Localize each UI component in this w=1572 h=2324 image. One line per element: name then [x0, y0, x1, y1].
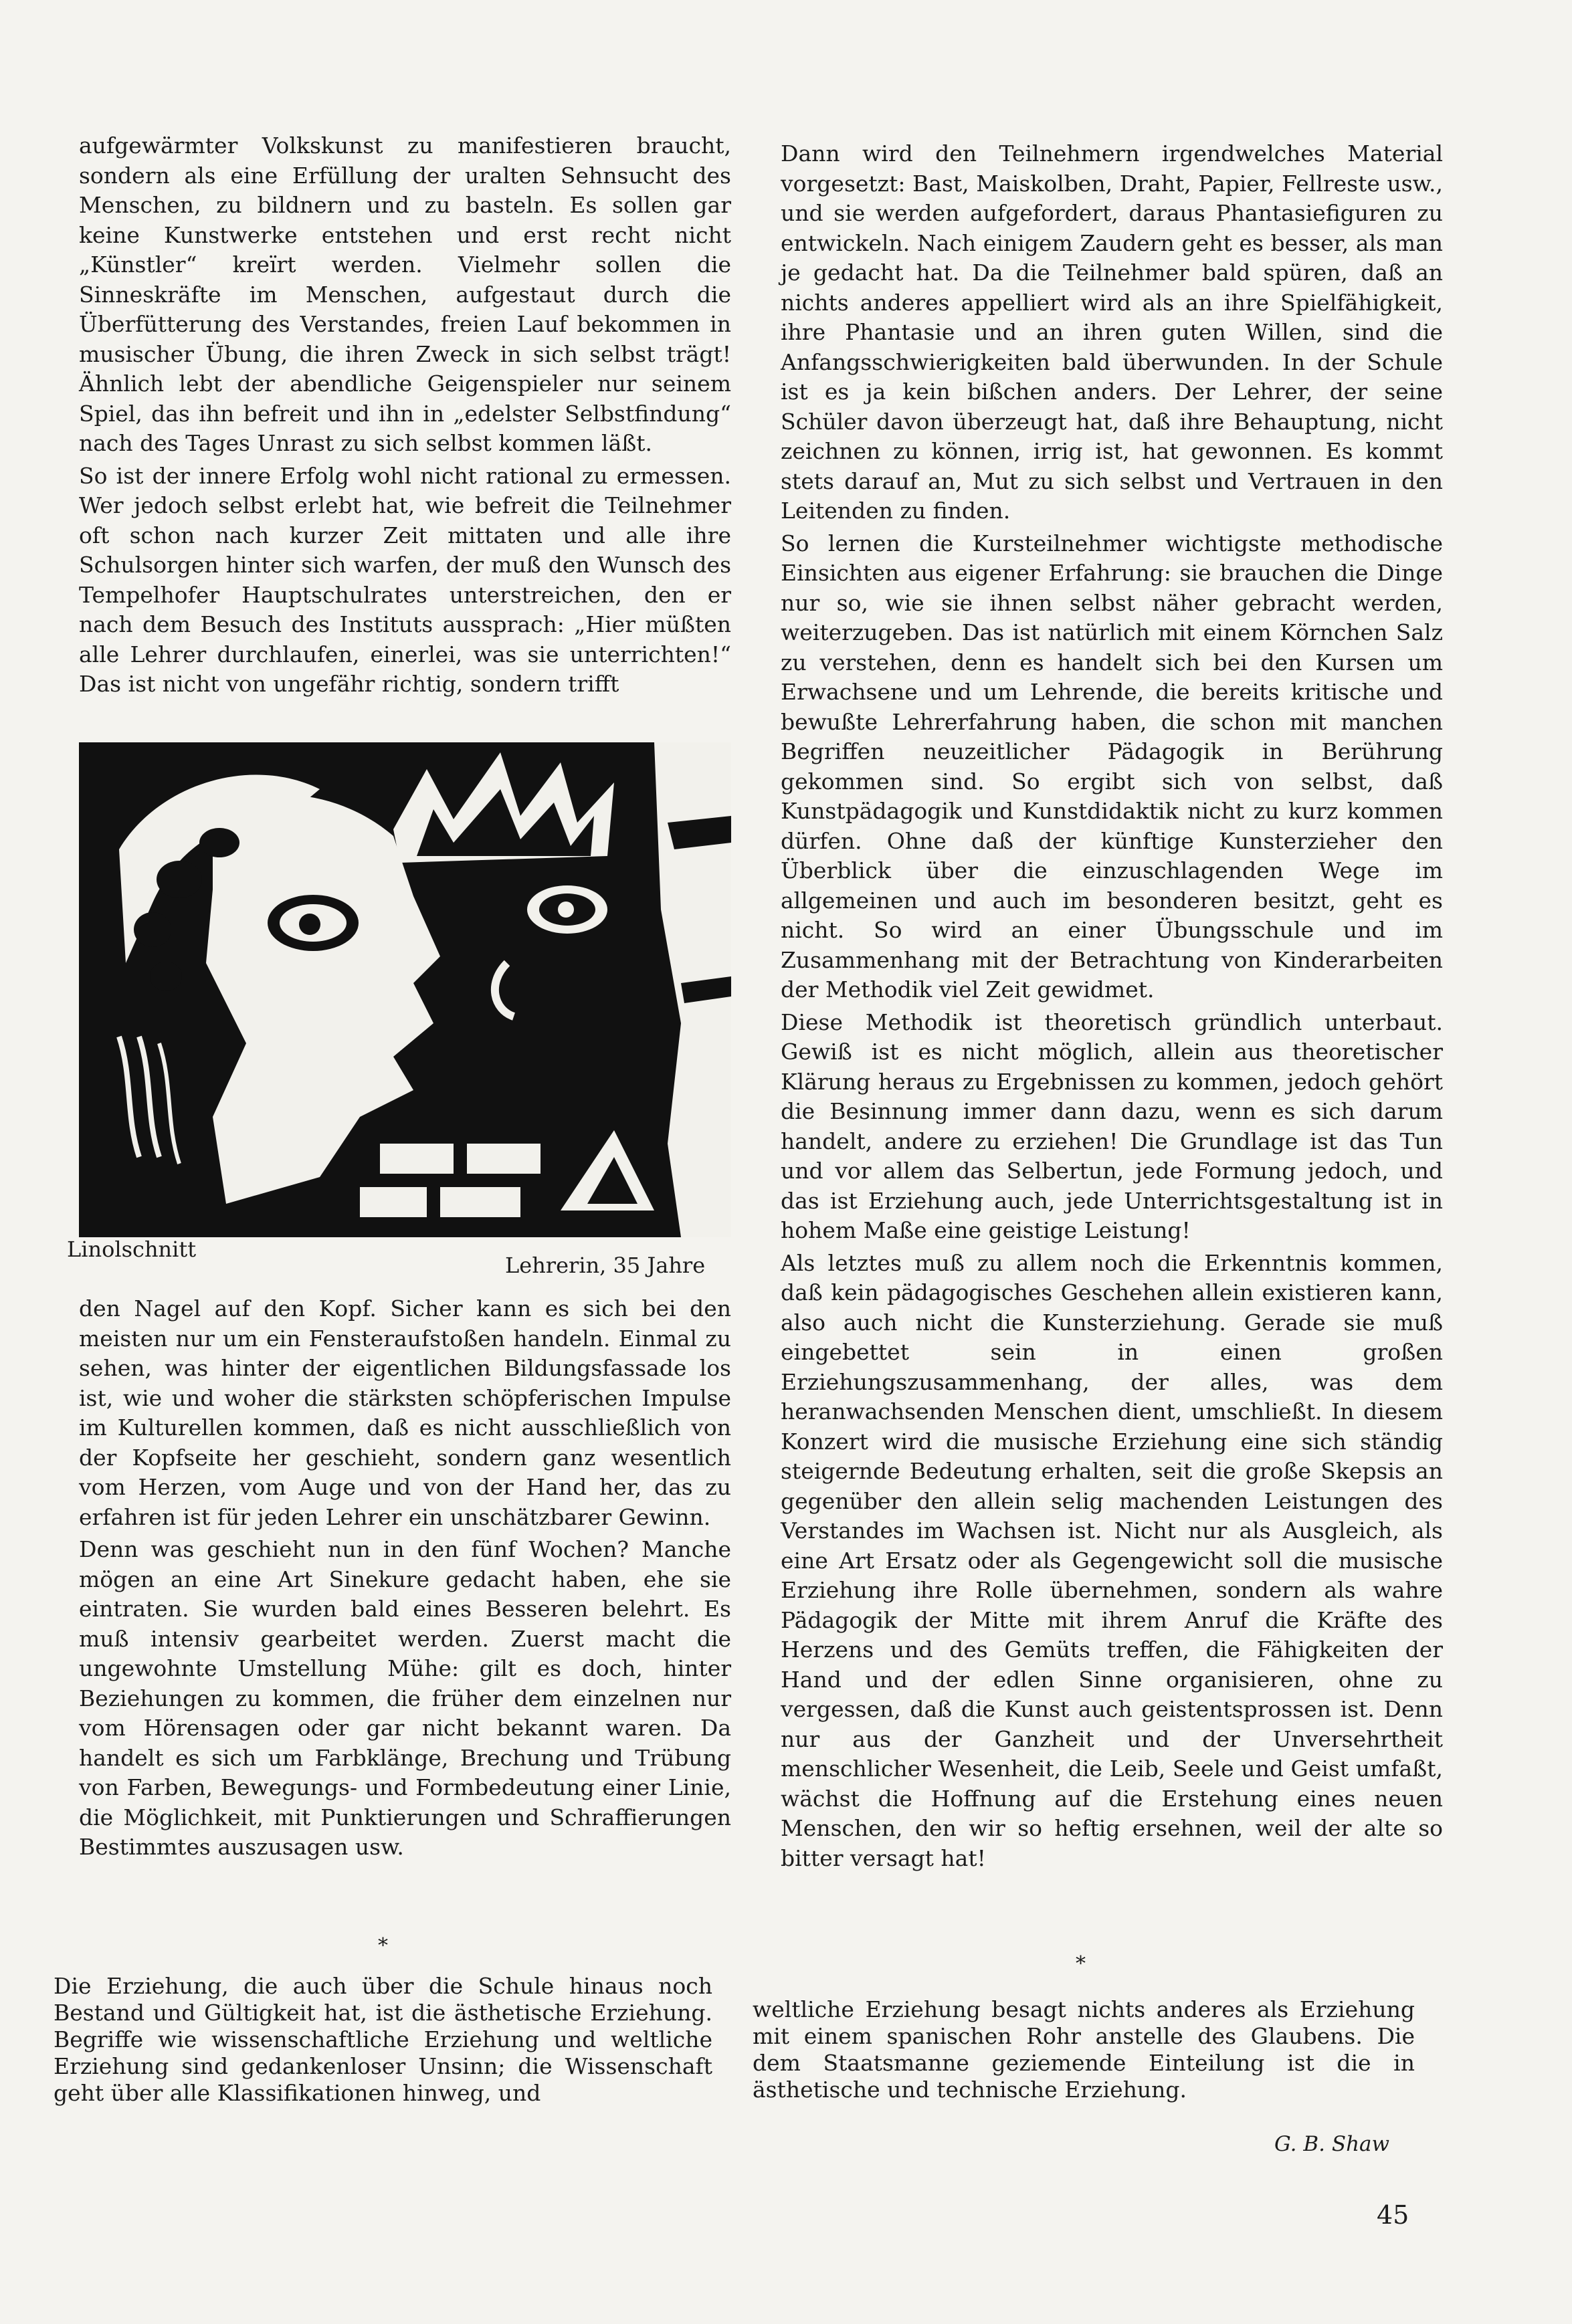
figure-caption-left: Linolschnitt: [67, 1237, 197, 1262]
paragraph: den Nagel auf den Kopf. Sicher kann es sich bei den meisten nur um ein Fensteraufstoßen handeln. Einmal zu sehen, was hinter der eigentlichen Bildungsfassade los ist, wie und woher die stärksten schöpferischen Impulse im Kulturellen kommen, daß es nicht ausschließlich von der Kopfseite her geschieht, sondern ganz wesentlich vom Herzen, vom Auge und von der Hand her, das zu erfahren ist für jeden Lehrer ein unschätzbarer Gewinn.: [79, 1295, 731, 1530]
paragraph: Diese Methodik ist theoretisch gründlich unterbaut. Gewiß ist es nicht möglich, allein aus theoretischer Klärung heraus zu Ergebnissen zu kommen, jedoch gehört die Besinnung immer dann dazu, wenn es sich darum handelt, andere zu erziehen! Die Grundlage ist das Tun und vor allem das Selbertun, jede Formung jedoch, und das ist Erziehung auch, jede Unterrichtsgestaltung ist in hohem Maße eine geistige Leistung!: [781, 1009, 1443, 1243]
quote-attribution: G. B. Shaw: [1274, 2132, 1390, 2156]
page-number: 45: [1377, 2200, 1409, 2230]
paragraph: aufgewärmter Volkskunst zu manifestieren braucht, sondern als eine Erfüllung der uralten Sehnsucht des Menschen, zu bildnern und zu basteln. Es sollen gar keine Kunstwerke entstehen und erst recht nicht „Künstler“ kreïrt werden. Vielmehr sollen die Sinneskräfte im Menschen, aufgestaut durch die Überfütterung des Verstandes, freien Lauf bekommen in musischer Übung, die ihren Zweck in sich selbst trägt! Ähnlich lebt der abendliche Geigenspieler nur seinem Spiel, das ihn befreit und ihn in „edelster Selbstfindung“ nach des Tages Unrast zu sich selbst kommen läßt.: [79, 132, 731, 456]
paragraph: Als letztes muß zu allem noch die Erkenntnis kommen, daß kein pädagogisches Geschehen allein existieren kann, also auch nicht die Kunsterziehung. Gerade sie muß eingebettet sein in einen großen Erziehungszusammenhang, der alles, was dem heranwachsenden Menschen dient, umschließt. In diesem Konzert wird die musische Erziehung eine sich ständig steigernde Bedeutung erhalten, seit die große Skepsis an gegenüber den allein selig machenden Leistungen des Verstandes im Wachsen ist. Nicht nur als Ausgleich, als eine Art Ersatz oder als Gegengewicht soll die musische Erziehung ihre Rolle übernehmen, sondern als wahre Pädagogik der Mitte mit ihrem Anruf die Kräfte des Herzens und des Gemüts treffen, die Fähigkeiten der Hand und der edlen Sinne organisieren, ohne zu vergessen, daß die Kunst auch geistentsprossen ist. Denn nur aus der Ganzheit und der Unversehrtheit menschlicher Wesenheit, die Leib, Seele und Geist umfaßt, wächst die Hoffnung auf die Erstehung eines neuen Menschen, den wir so heftig ersehnen, weil der alte so bitter versagt hat!: [781, 1249, 1443, 1871]
figure-caption-right: Lehrerin, 35 Jahre: [505, 1253, 706, 1278]
paragraph: So lernen die Kursteilnehmer wichtigste methodische Einsichten aus eigener Erfahrung: sie brauchen die Dinge nur so, wie sie ihnen selbst näher gebracht werden, weiterzugeben. Das ist natürlich mit einem Körnchen Salz zu verstehen, denn es handelt sich bei den Kursen um Erwachsene und um Lehrende, die bereits kritische und bewußte Lehrerfahrung haben, die schon mit manchen Begriffen neuzeitlicher Pädagogik in Berührung gekommen sind. So ergibt sich von selbst, daß Kunstpädagogik und Kunstdidaktik nicht zu kurz kommen dürfen. Ohne daß der künftige Kunsterzieher den Überblick über die einzuschlagenden Wege im allgemeinen und auch im besonderen besitzt, geht es nicht. So wird an einer Übungsschule und im Zusammenhang mit der Betrachtung von Kinderarbeiten der Methodik viel Zeit gewidmet.: [781, 530, 1443, 1002]
linocut-illustration: [79, 742, 731, 1237]
paragraph: So ist der innere Erfolg wohl nicht rational zu ermessen. Wer jedoch selbst erlebt hat, wie befreit die Teilnehmer oft schon nach kurzer Zeit mittaten und alle ihre Schulsorgen hinter sich warfen, der muß den Wunsch des Tempelhofer Hauptschulrates unterstreichen, den er nach dem Besuch des Instituts aussprach: „Hier müßten alle Lehrer durchlaufen, einerlei, was sie unterrichten!“ Das ist nicht von ungefähr richtig, sondern trifft: [79, 462, 731, 697]
right-column: [781, 139, 1443, 1873]
quote-right: weltliche Erziehung besagt nichts anderes als Erziehung mit einem spanischen Rohr anstelle des Glaubens. Die dem Staatsmanne geziemende Einteilung ist die in ästhetische und technische Erziehung.: [753, 1996, 1415, 2103]
section-separator: *: [378, 1934, 388, 1958]
left-column-top: [79, 131, 731, 700]
paragraph: Dann wird den Teilnehmern irgendwelches Material vorgesetzt: Bast, Maiskolben, Draht, Papier, Fellreste usw., und sie werden aufgefordert, daraus Phantasiefiguren zu entwickeln. Nach einigem Zaudern geht es besser, als man je gedacht hat. Da die Teilnehmer bald spüren, daß an nichts anderes appelliert wird als an ihre Spielfähigkeit, ihre Phantasie und an ihren guten Willen, sind die Anfangsschwierigkeiten bald überwunden. In der Schule ist es ja kein bißchen anders. Der Lehrer, der seine Schüler davon überzeugt hat, daß ihre Behauptung, nicht zeichnen zu können, irrig ist, hat gewonnen. Es kommt stets darauf an, Mut zu sich selbst und Vertrauen in den Leitenden zu finden.: [781, 140, 1443, 524]
section-separator: *: [1076, 1952, 1086, 1976]
linocut-image: [79, 742, 731, 1237]
left-column-bottom: [79, 1294, 731, 1863]
paragraph: Denn was geschieht nun in den fünf Wochen? Manche mögen an eine Art Sinekure gedacht haben, ehe sie eintraten. Sie wurden bald eines Besseren belehrt. Es muß intensiv gearbeitet werden. Zuerst macht die ungewohnte Umstellung Mühe: gilt es doch, hinter Beziehungen zu kommen, die früher dem einzelnen nur vom Hörensagen oder gar nicht bekannt waren. Da handelt es sich um Farbklänge, Brechung und Trübung von Farben, Bewegungs- und Formbedeutung einer Linie, die Möglichkeit, mit Punktierungen und Schraffierungen Bestimmtes auszusagen usw.: [79, 1536, 731, 1860]
quote-left: Die Erziehung, die auch über die Schule hinaus noch Bestand und Gültigkeit hat, ist die ästhetische Erziehung. Begriffe wie wissenschaftliche Erziehung und weltliche Erziehung sind gedankenloser Unsinn; die Wissenschaft geht über alle Klassifikationen hinweg, und: [54, 1973, 712, 2106]
